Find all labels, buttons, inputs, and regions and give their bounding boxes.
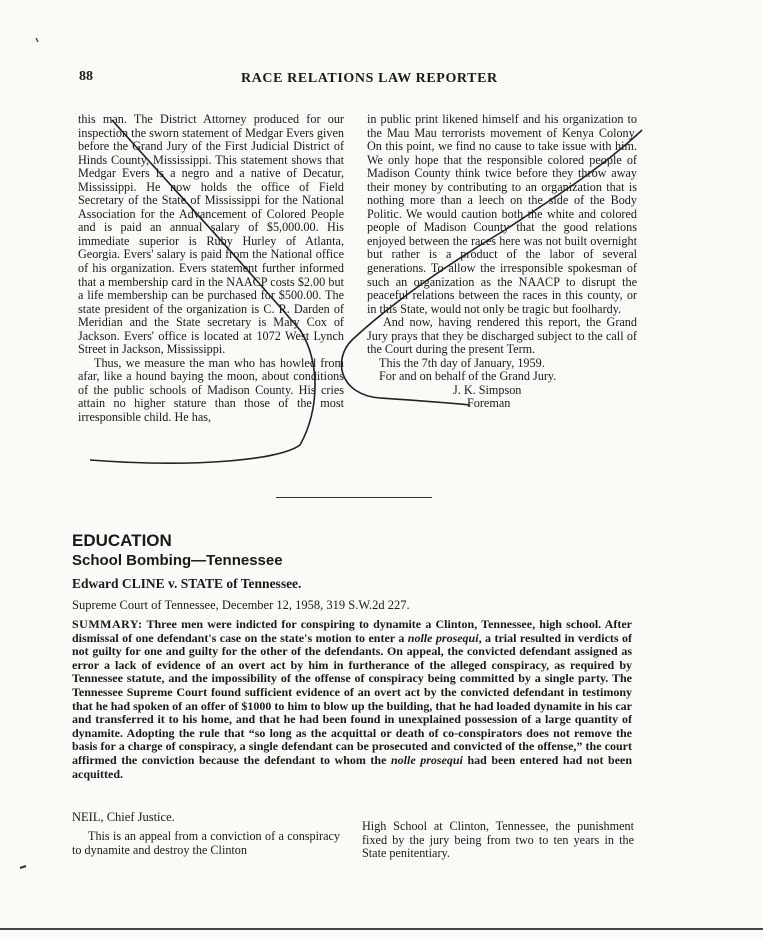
section-divider <box>276 497 432 498</box>
running-title: RACE RELATIONS LAW REPORTER <box>241 71 498 86</box>
section-subtitle: School Bombing—Tennessee <box>72 552 283 569</box>
right-paragraph-2: And now, having rendered this report, the Grand Jury prays that they be discharged subject to the call of the Court during the present Term. <box>367 315 637 357</box>
summary-nolle-1: nolle prosequi <box>407 630 479 645</box>
opinion-left-column <box>72 830 340 857</box>
left-paragraph-1: this man. The District Attorney produced for our inspection the sworn statement of Medgar Evers given before the Grand Jury of the First Judicial District of Hinds County, Mississippi. This statement shows that Medgar Evers is a negro and a native of Decatur, Mississippi. He now holds the office of Field Secretary of the State of Mississippi for the National Association for the Advancement of Colored People and is paid an annual salary of $5,000.00. His immediate superior is Ruby Hurley of Atlanta, Georgia. Evers' salary is paid from the National office of his organization. Evers statement further informed that a membership card in the NAACP costs $2.00 but a life membership can be purchased for $500.00. The state president of the organization is C. R. Darden of Meridian and the State secretary is Mary Cox of Jackson. Evers' office is located at 1072 West Lynch Street in Jackson, Mississippi. <box>78 112 344 357</box>
judge-name: NEIL, Chief Justice. <box>72 810 175 824</box>
date-line: This the 7th day of January, 1959. <box>379 355 545 370</box>
case-summary <box>72 618 632 781</box>
court-citation: Supreme Court of Tennessee, December 12, 1958, 319 S.W.2d 227. <box>72 598 410 612</box>
section-title: EDUCATION <box>72 531 172 550</box>
summary-nolle-2: nolle prosequi <box>390 752 463 767</box>
case-name: Edward CLINE v. STATE of Tennessee. <box>72 576 302 591</box>
scan-speck <box>20 866 26 868</box>
opinion-left-text: This is an appeal from a conviction of a conspiracy to dynamite and destroy the Clinton <box>72 829 340 857</box>
signer-name: J. K. Simpson <box>453 382 522 397</box>
summary-text-1: Three men were indicted for conspiring to dynamite a Clinton, Tennessee, high school. After dismissal of one defendant's case on the state's motion to enter a <box>72 617 632 645</box>
opinion-right-column <box>362 820 634 861</box>
summary-text-2: , a trial resulted in verdicts of not guilty for one and guilty for the other of the defendants. On appeal, the convicted defendant assigned as error a lack of evidence of an overt act by him in furtherance of the alleged conspiracy, as required by Tennessee statute, and the impossibility of the offense of conspiracy being committed by a single party. The Tennessee Supreme Court found sufficient evidence of an overt act by the convicted defendant in testimony that he had spoken of an offer of $1000 to him to blow up the building, that he had loaded dynamite in his car and transferred it to his home, and that he had been found in unexplained possession of a large quantity of dynamite. Adopting the rule that “so long as the acquittal or death of co-conspirators does not remove the basis for a charge of conspiracy, a single defendant can be prosecuted and convicted of the offense,” the court affirmed the conviction because the defendant to whom the <box>72 630 633 767</box>
right-column <box>367 113 637 411</box>
signer-title: Foreman <box>467 396 511 411</box>
left-paragraph-2: Thus, we measure the man who has howled from afar, like a hound baying the moon, about conditions of the public schools of Madison County. His cries attain no higher stature than those of the most irresponsible child. He has, <box>78 355 344 425</box>
summary-label: SUMMARY: <box>72 617 143 631</box>
behalf-line: For and on behalf of the Grand Jury. <box>379 369 557 384</box>
right-paragraph-1: in public print likened himself and his organization to the Mau Mau terrorists movement of Kenya Colony. On this point, we find no cause to take issue with him. We only hope that the responsible colored people of Madison County think twice before they throw away their money by contributing to an organization that is nothing more than a leech on the side of the Body Politic. We would caution both the white and colored people of Madison County that the good relations enjoyed between the races here was not built overnight but rather is a product of the labor of several generations. To allow the irresponsible spokesman of such an organization as the NAACP to disrupt the peaceful relations between the races in this county, or in this State, would not only be tragic but foolhardy. <box>367 112 637 316</box>
page-number: 88 <box>79 69 93 84</box>
opinion-right-text: High School at Clinton, Tennessee, the punishment fixed by the jury being from two to ten years in the State penitentiary. <box>362 819 634 861</box>
summary-text-3: had been entered had not been acquitted. <box>72 752 633 781</box>
scan-speck-top <box>36 38 38 42</box>
left-column <box>78 113 344 425</box>
